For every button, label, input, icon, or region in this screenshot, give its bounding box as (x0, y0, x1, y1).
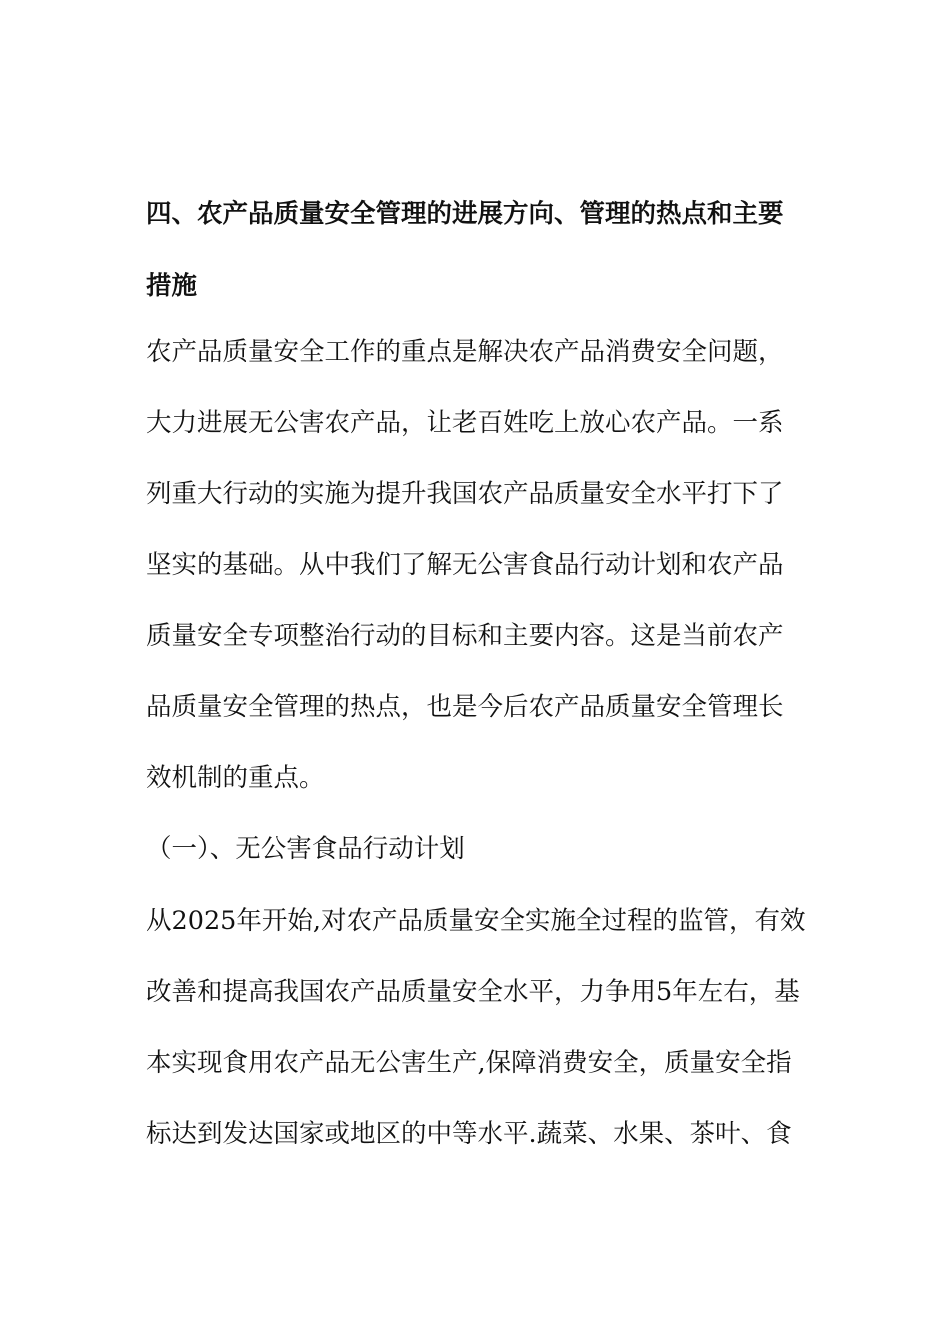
paragraph-1-line-7: 效机制的重点。 (146, 763, 325, 793)
paragraph-1-line-5: 质量安全专项整治行动的目标和主要内容。这是当前农产 (146, 621, 784, 651)
paragraph-2-line-1: 从2025年开始,对农产品质量安全实施全过程的监管，有效 (146, 906, 806, 936)
paragraph-2-line-4: 标达到发达国家或地区的中等水平.蔬菜、水果、茶叶、食 (146, 1119, 792, 1149)
subsection-heading: （一）、无公害食品行动计划 (146, 834, 465, 864)
paragraph-1-line-3: 列重大行动的实施为提升我国农产品质量安全水平打下了 (146, 479, 784, 509)
paragraph-1-line-1: 农产品质量安全工作的重点是解决农产品消费安全问题， (146, 337, 784, 367)
section-heading-line-2: 措施 (146, 271, 198, 301)
paragraph-2-line-2: 改善和提高我国农产品质量安全水平，力争用5年左右，基 (146, 977, 800, 1007)
section-heading-line-1: 四、农产品质量安全管理的进展方向、管理的热点和主要 (146, 199, 784, 229)
document-page (146, 0, 806, 1344)
paragraph-1-line-4: 坚实的基础。从中我们了解无公害食品行动计划和农产品 (146, 550, 784, 580)
paragraph-1-line-2: 大力进展无公害农产品，让老百姓吃上放心农产品。一系 (146, 408, 784, 438)
paragraph-1-line-6: 品质量安全管理的热点，也是今后农产品质量安全管理长 (146, 692, 784, 722)
paragraph-2-line-3: 本实现食用农产品无公害生产,保障消费安全，质量安全指 (146, 1048, 792, 1078)
